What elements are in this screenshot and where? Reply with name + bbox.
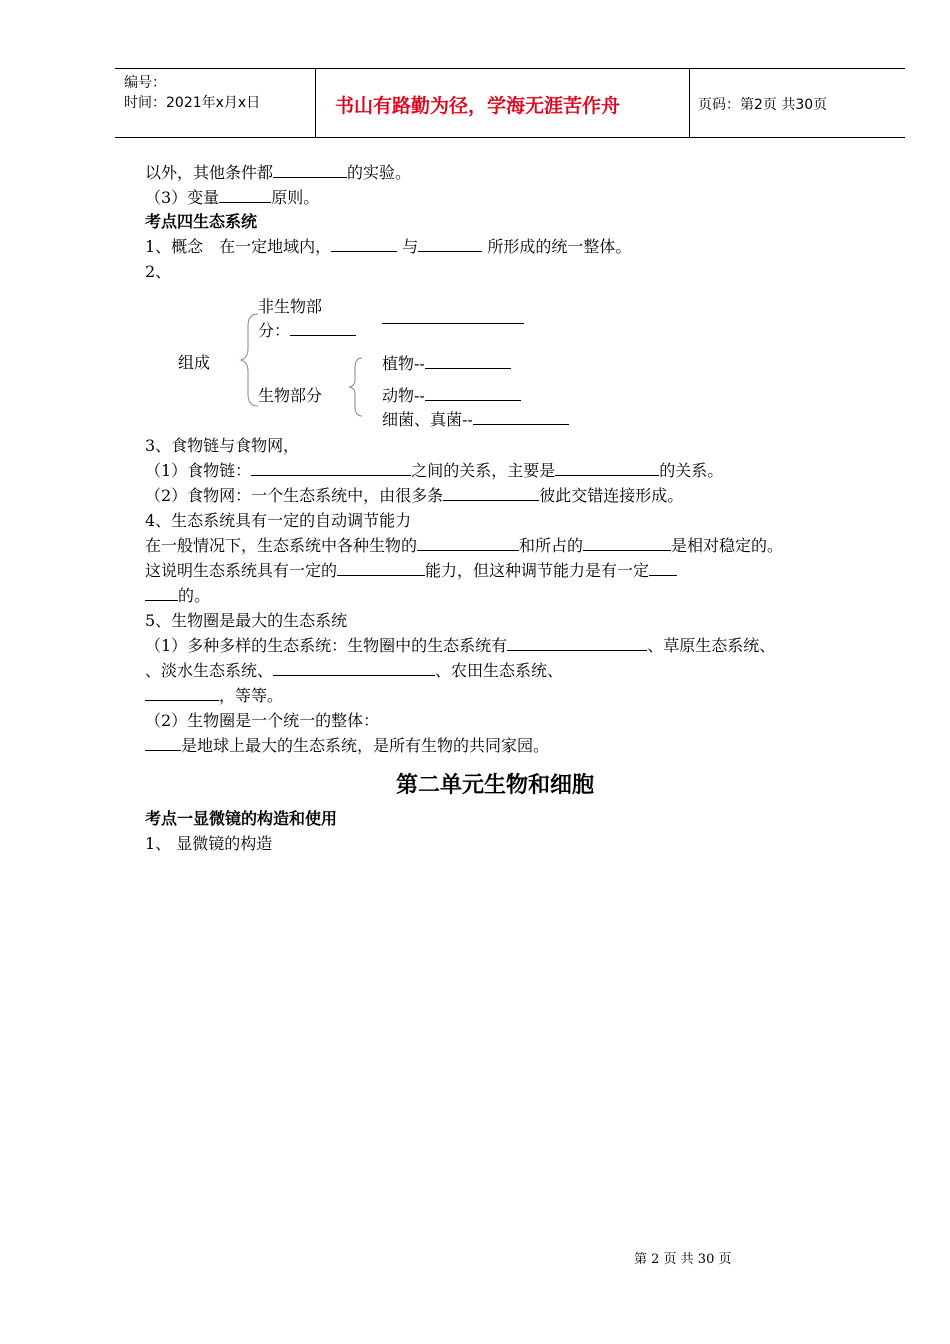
blank bbox=[290, 318, 356, 336]
blank bbox=[337, 558, 425, 576]
section-heading: 考点一显微镜的构造和使用 bbox=[145, 809, 338, 828]
unit-title: 第二单元生物和细胞 bbox=[396, 773, 595, 798]
text-line: 在一般情况下，生态系统中各种生物的 和所占的 是相对稳定的。 bbox=[145, 533, 783, 558]
diagram-animal: 动物-- bbox=[382, 383, 521, 408]
blank bbox=[219, 185, 271, 203]
text-line: 2、 bbox=[145, 262, 172, 281]
text-line: 的。 bbox=[145, 583, 210, 608]
blank bbox=[473, 407, 569, 425]
blank bbox=[145, 733, 181, 751]
section-heading: 考点四生态系统 bbox=[145, 212, 258, 231]
header-divider bbox=[689, 69, 690, 137]
text-line: 以外，其他条件都 的实验。 bbox=[145, 160, 411, 185]
text-line: （2）生物圈是一个统一的整体： bbox=[145, 711, 380, 730]
blank bbox=[555, 458, 659, 476]
text-line: （1）多种多样的生态系统：生物圈中的生态系统有 、草原生态系统、 bbox=[145, 633, 775, 658]
blank bbox=[443, 483, 539, 501]
text-line: 3、食物链与食物网， bbox=[145, 436, 300, 455]
diagram-nonbio-label: 非生物部 bbox=[258, 297, 323, 316]
blank bbox=[331, 234, 397, 252]
blank bbox=[507, 633, 647, 651]
header-divider bbox=[315, 69, 316, 137]
text-line: 1、 显微镜的构造 bbox=[145, 834, 273, 853]
blank bbox=[273, 658, 435, 676]
blank bbox=[418, 234, 482, 252]
brace-outer bbox=[238, 312, 262, 408]
blank bbox=[251, 458, 411, 476]
text-line: 1、概念 在一定地域内， 与 所形成的统一整体。 bbox=[145, 234, 631, 259]
blank bbox=[417, 533, 519, 551]
diagram-bio-label: 生物部分 bbox=[258, 386, 323, 405]
page-footer: 第 2 页 共 30 页 bbox=[634, 1252, 732, 1267]
text-line: 4、生态系统具有一定的自动调节能力 bbox=[145, 511, 412, 530]
text-line: （3）变量 原则。 bbox=[145, 185, 319, 210]
header-number: 编号： bbox=[124, 75, 166, 91]
blank bbox=[425, 383, 521, 401]
blank bbox=[145, 683, 219, 701]
text-line: （1）食物链： 之间的关系，主要是 的关系。 bbox=[145, 458, 723, 483]
text-line: （2）食物网：一个生态系统中，由很多条 彼此交错连接形成。 bbox=[145, 483, 683, 508]
text-line: 是地球上最大的生态系统，是所有生物的共同家园。 bbox=[145, 733, 549, 758]
blank-line bbox=[382, 323, 524, 324]
diagram-nonbio-label: 分： bbox=[258, 318, 356, 343]
blank bbox=[649, 558, 677, 576]
blank bbox=[273, 160, 347, 178]
blank bbox=[145, 583, 178, 601]
diagram-plant: 植物-- bbox=[382, 351, 511, 376]
text-line: 这说明生态系统具有一定的 能力，但这种调节能力是有一定 bbox=[145, 558, 677, 583]
header-time: 时间：2021年x月x日 bbox=[124, 95, 261, 111]
diagram-compose-label: 组成 bbox=[178, 353, 211, 372]
text-line: 5、生物圈是最大的生态系统 bbox=[145, 611, 348, 630]
header-motto: 书山有路勤为径，学海无涯苦作舟 bbox=[335, 95, 621, 117]
blank bbox=[425, 351, 511, 369]
header-page: 页码：第2页 共30页 bbox=[698, 97, 828, 113]
text-line: ，等等。 bbox=[145, 683, 283, 708]
text-line: 、淡水生态系统、 、农田生态系统、 bbox=[145, 658, 563, 683]
blank bbox=[583, 533, 671, 551]
diagram-micro: 细菌、真菌-- bbox=[382, 407, 569, 432]
brace-inner bbox=[346, 356, 366, 418]
